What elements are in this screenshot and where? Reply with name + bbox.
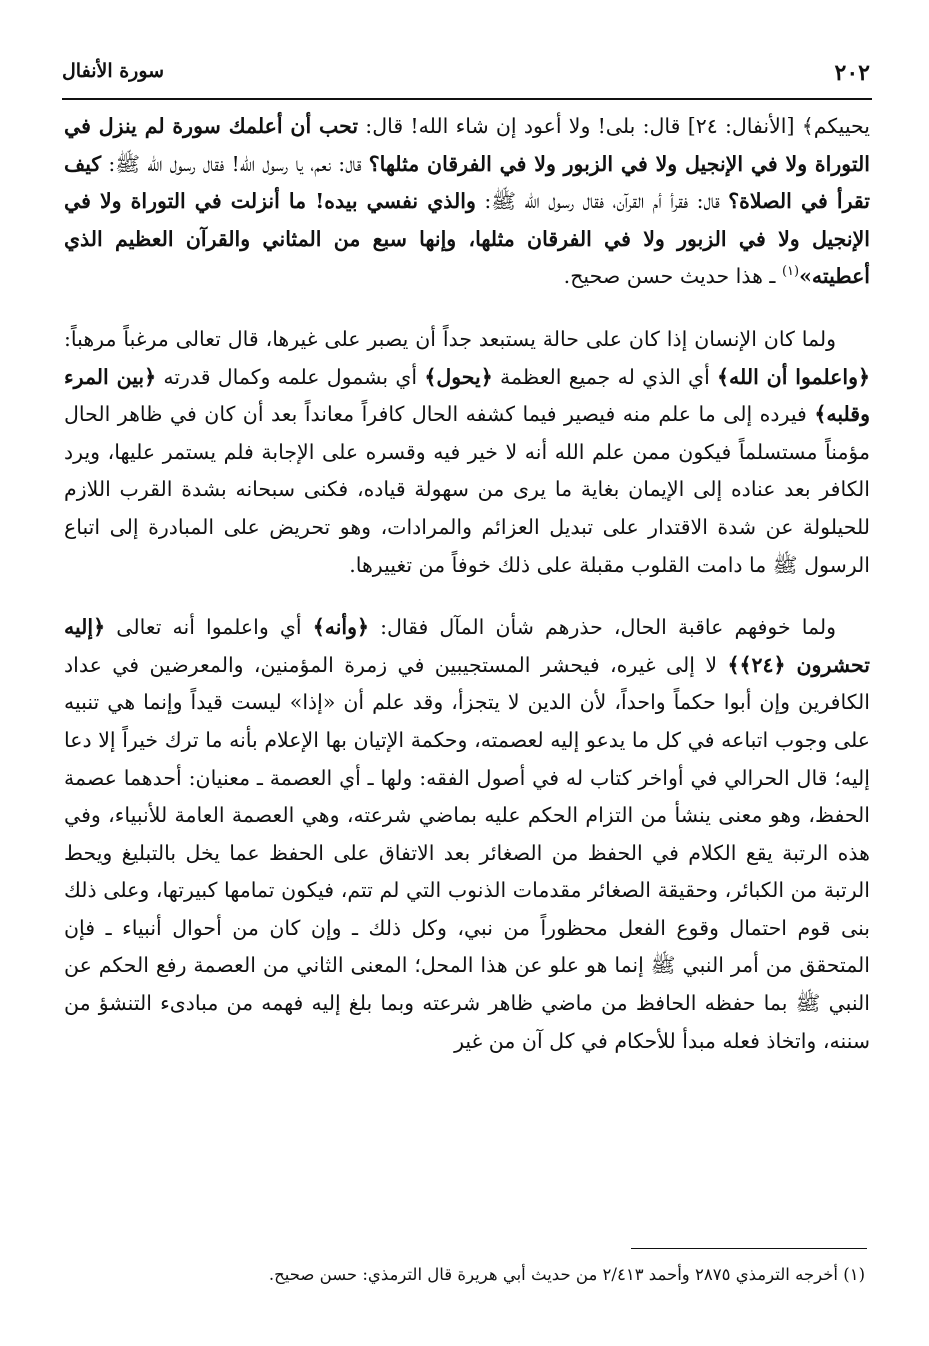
p1-text-1: يحييكم﴾ [الأنفال: ٢٤] قال: بلى! ولا أعود إن شاء الله! قال: (358, 114, 870, 138)
p3-text-3: لا إلى غيره، فيحشر المستجيبين في زمرة المؤمنين، والمعرضين في عداد الكافرين وإن أبوا حكماً واحداً، لأن الدين لا يتجزأ، وقد علم أن «إذا» ليست قيداً وإنما هي تنبيه على وجوب اتباعه في كل ما يدعو إليه لعصمته، وحكمة الإتيان بها الإعلام بأنه ما ترك خيراً إلا دعا إليه؛ قال الحرالي في أواخر كتاب له في أصول الفقه: ولها ـ أي العصمة ـ معنيان: أحدهما عصمة الحفظ، وهو معنى ينشأ من التزام الحكم عليه بماضي شرعته، وهي العصمة العامة للأنبياء، وفي هذه الرتبة يقع الكلام في الحفظ من الصغائر بعد الاتفاق على الحفظ عما يخل بالتبليغ ويحط الرتبة من الكبائر، وحقيقة الصغائر مقدمات الذنوب التي لم تتم، فيكون تمامها كبيرتها، وعلى ذلك بنى قوم احتمال وقوع الفعل محظوراً من نبي، وكل ذلك ـ وإن كان من أحوال أنبياء ـ فإن المتحقق من أمر النبي ﷺ إنما هو علو عن هذا المحل؛ المعنى الثاني من العصمة رفع الحكم عن النبي ﷺ بما حفظه الحافظ من ماضي ظاهر شرعته وبما بلغ إليه فهمه من مبادىء التنشؤ من سننه، واتخاذ فعله مبدأ للأحكام في كل آن من غير (64, 652, 870, 1053)
p3-text-1: ولما خوفهم عاقبة الحال، حذرهم شأن المآل فقال: (369, 615, 836, 640)
p1-text-3: قال: فقرأ أم القرآن، فقال رسول الله ﷺ: (475, 189, 729, 214)
paragraph-tafsir-1 (64, 321, 870, 584)
p2-text-3: أي بشمول علمه وكمال قدرته (156, 364, 425, 389)
p3-verse-2: ﴿إليه تحشرون ﴿٢٤﴾﴾ (64, 615, 870, 677)
footnote: (١) أخرجه الترمذي ٢٨٧٥ وأحمد ٢/٤١٣ من حديث أبي هريرة قال الترمذي: حسن صحيح. (268, 1265, 865, 1284)
p2-verse-2: ﴿يحول﴾ (424, 364, 493, 389)
p2-text-2: أي الذي له جميع العظمة (492, 364, 718, 389)
p1-bold-1: تحب أن أعلمك سورة لم ينزل في التوراة ولا في الإنجيل ولا في الزبور ولا في الفرقان مثلها؟ (64, 114, 870, 176)
page-header (62, 56, 870, 96)
paragraph-hadith (64, 108, 870, 296)
p2-verse-3: ﴿بين المرء وقلبه﴾ (64, 364, 870, 427)
header-divider (62, 98, 872, 100)
p2-text-4: فيرده إلى ما علم منه فيصير فيما كشفه الحال كافراً معانداً بعد أن كان في ظاهر الحال مؤمناً مستسلماً فيكون ممن علم الله أنه لا خير فيه وقسره على الإجابة فلم يستمر عليها، ويرد الكافر بعد عناده إلى الإيمان بغاية ما يرى من سهولة قياده، فكنى سبحانه بشدة القرب اللازم للحيلولة عن شدة الاقتدار على تبديل العزائم والمرادات، وهو تحريض على المبادرة إلى اتباع الرسول ﷺ ما دامت القلوب مقبلة على ذلك خوفاً من تغييرها. (64, 402, 870, 577)
p1-text-2: قال: نعم، يا رسول الله! فقال رسول الله ﷺ: (101, 151, 369, 176)
footnote-divider (631, 1248, 867, 1249)
p1-bold-2: كيف تقرأ في الصلاة؟ (64, 151, 870, 214)
p1-text-4: ـ هذا حديث حسن صحيح. (563, 264, 782, 289)
p1-bold-3: والذي نفسي بيده! ما أنزلت في التوراة ولا في الإنجيل ولا في الزبور ولا في الفرقان مثلها، وإنها سبع من المثاني والقرآن العظيم الذي أعطيته» (64, 189, 870, 289)
p2-verse-1: ﴿واعلموا أن الله﴾ (717, 364, 871, 389)
surah-title: سورة الأنفال (62, 60, 165, 82)
footnote-marker[interactable]: (١) (781, 264, 800, 280)
paragraph-tafsir-2 (64, 609, 870, 1060)
p3-verse-1: ﴿وأنه﴾ (312, 615, 370, 640)
p2-text-1: ولما كان الإنسان إذا كان على حالة يستبعد جداً أن يصبر على غيرها، قال تعالى مرغباً مرهباً: (64, 326, 836, 351)
page-number: ٢٠٢ (834, 60, 870, 86)
main-text (64, 108, 870, 1060)
p3-text-2: أي واعلموا أنه تعالى (105, 615, 313, 640)
